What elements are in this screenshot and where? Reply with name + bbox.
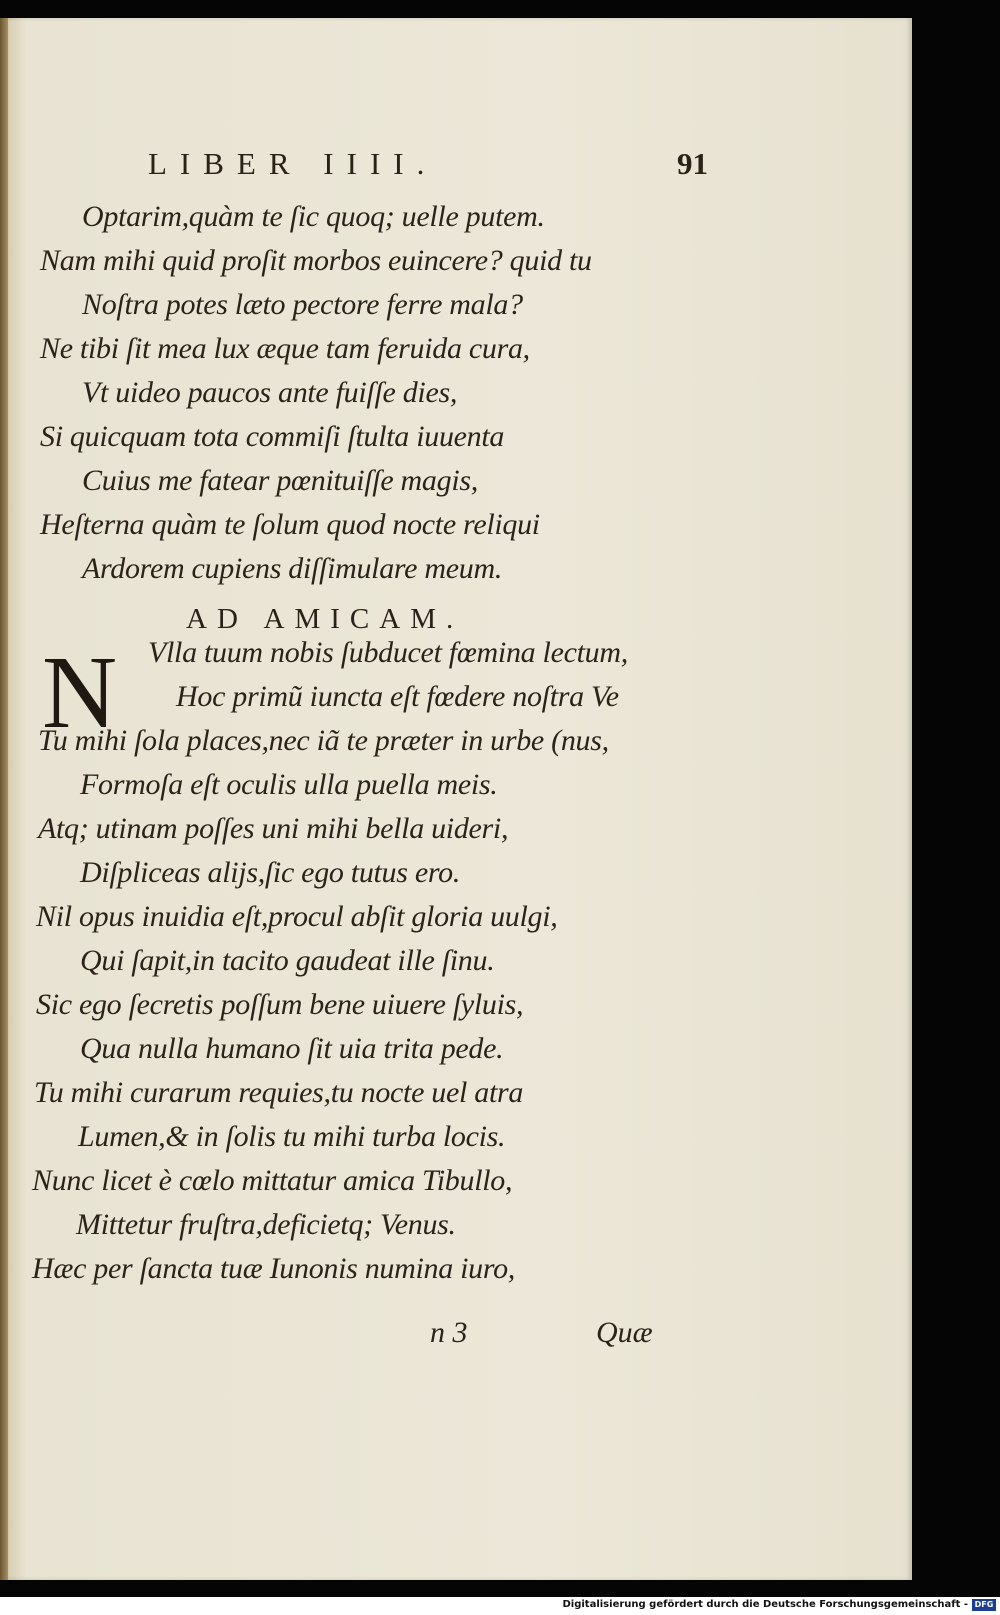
verse-line: Hæc per ſancta tuæ Iunonis numina iuro, bbox=[32, 1252, 516, 1285]
verse-line: Diſpliceas alijs,ſic ego tutus ero. bbox=[80, 856, 461, 889]
verse-line: Vt uideo paucos ante fuiſſe dies, bbox=[82, 376, 458, 409]
verse-line: Si quicquam tota commiſi ſtulta iuuenta bbox=[40, 420, 505, 453]
verse-line: Nil opus inuidia eſt,procul abſit gloria uulgi, bbox=[36, 900, 558, 933]
dfg-logo-icon: DFG bbox=[972, 1599, 996, 1611]
verse-line: Nam mihi quid proſit morbos euincere? quid tu bbox=[40, 244, 592, 277]
verse-line: Sic ego ſecretis poſſum bene uiuere ſyluis, bbox=[36, 988, 524, 1021]
verse-line: Heſterna quàm te ſolum quod nocte reliqui bbox=[40, 508, 540, 541]
catchword: Quæ bbox=[596, 1316, 653, 1349]
verse-line: Optarim,quàm te ſic quoq; uelle putem. bbox=[82, 200, 545, 233]
verse-line: Ne tibi ſit mea lux æque tam feruida cura, bbox=[40, 332, 530, 365]
verse-line: Noſtra potes læto pectore ferre mala? bbox=[82, 288, 523, 321]
footer-bar bbox=[0, 1597, 1000, 1615]
verse-line: Formoſa eſt oculis ulla puella meis. bbox=[80, 768, 498, 801]
book-page bbox=[0, 18, 912, 1580]
verse-line: Qua nulla humano ſit uia trita pede. bbox=[80, 1032, 504, 1065]
page-header bbox=[148, 146, 708, 190]
funding-credit: Digitalisierung gefördert durch die Deutsche Forschungsgemeinschaft - bbox=[562, 1599, 968, 1610]
verse-line: Qui ſapit,in tacito gaudeat ille ſinu. bbox=[80, 944, 495, 977]
verse-line: Hoc primũ iuncta eſt fœdere noſtra Ve bbox=[176, 680, 619, 713]
verse-line: Tu mihi curarum requies,tu nocte uel atra bbox=[34, 1076, 524, 1109]
verse-line: Vlla tuum nobis ſubducet fœmina lectum, bbox=[148, 636, 628, 669]
running-head: LIBER IIII. bbox=[148, 146, 438, 181]
page-number: 91 bbox=[677, 146, 708, 181]
signature-mark: n 3 bbox=[430, 1316, 468, 1349]
verse-line: Atq; utinam poſſes uni mihi bella uideri, bbox=[38, 812, 509, 845]
verse-line: Mittetur fruſtra,deficietq; Venus. bbox=[76, 1208, 456, 1241]
verse-line: Nunc licet è cœlo mittatur amica Tibullo, bbox=[32, 1164, 513, 1197]
verse-line: Cuius me fatear pœnituiſſe magis, bbox=[82, 464, 478, 497]
verse-line: Tu mihi ſola places,nec iã te præter in urbe (nus, bbox=[38, 724, 609, 757]
poem-title: AD AMICAM. bbox=[186, 603, 464, 635]
verse-line: Lumen,& in ſolis tu mihi turba locis. bbox=[78, 1120, 506, 1153]
page-edge bbox=[0, 18, 8, 1580]
verse-line: Ardorem cupiens diſſimulare meum. bbox=[82, 552, 503, 585]
drop-cap-initial: N bbox=[42, 635, 118, 750]
